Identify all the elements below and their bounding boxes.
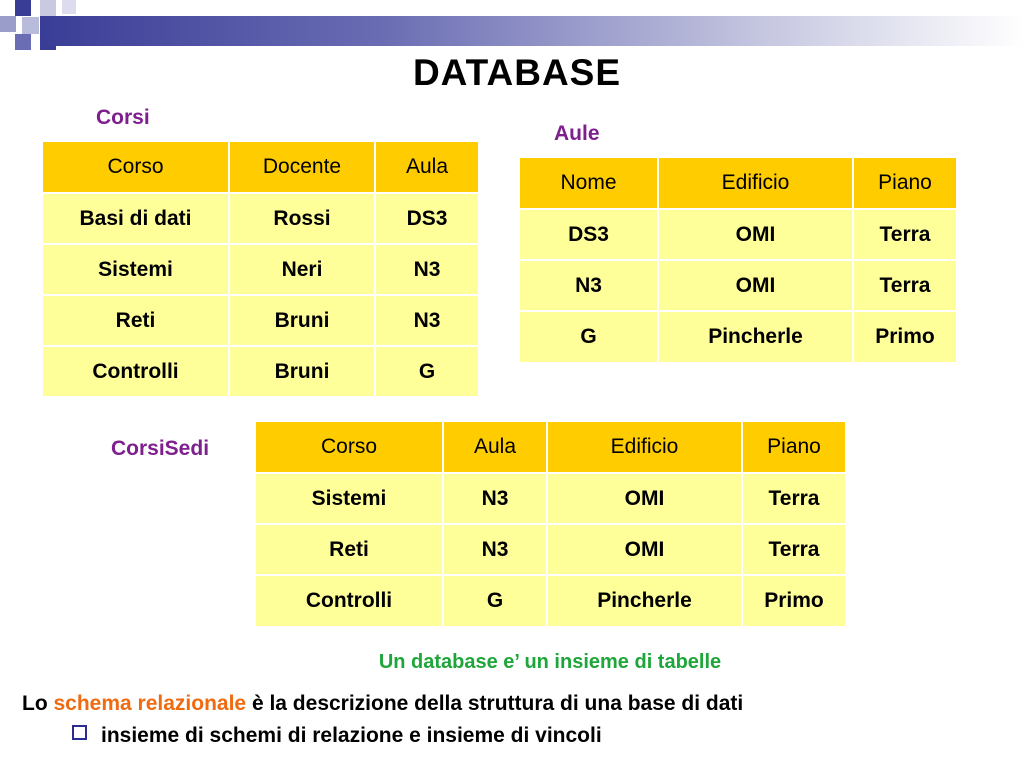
column-header: Piano: [853, 158, 956, 209]
table-cell: Terra: [742, 524, 845, 575]
deco-square-icon: [40, 0, 56, 16]
table-cell: Neri: [229, 244, 375, 295]
table-corsi: [43, 142, 478, 396]
column-header: Piano: [742, 422, 845, 473]
table-row: [43, 346, 478, 396]
table-cell: Sistemi: [256, 473, 443, 524]
table-label-corsisedi: CorsiSedi: [111, 437, 210, 460]
column-header: Docente: [229, 142, 375, 193]
title-bar-gradient: [40, 16, 1024, 46]
table-cell: Reti: [43, 295, 229, 346]
table-cell: Pincherle: [547, 575, 742, 626]
table-cell: N3: [375, 295, 478, 346]
table-row: [256, 524, 845, 575]
table-cell: Basi di dati: [43, 193, 229, 244]
table-cell: Pincherle: [658, 311, 853, 362]
table-cell: Sistemi: [43, 244, 229, 295]
table-cell: OMI: [658, 260, 853, 311]
table-row: [256, 575, 845, 626]
table-row: [43, 193, 478, 244]
table-aule: [520, 158, 956, 362]
table-cell: Primo: [742, 575, 845, 626]
bullet-text: insieme di schemi di relazione e insieme di vincoli: [101, 724, 602, 747]
table-cell: OMI: [547, 473, 742, 524]
deco-square-icon: [22, 17, 39, 34]
table-cell: Rossi: [229, 193, 375, 244]
table-cell: Controlli: [256, 575, 443, 626]
column-header: Aula: [443, 422, 547, 473]
table-row: [520, 311, 956, 362]
table-cell: OMI: [658, 209, 853, 260]
table-row: [43, 295, 478, 346]
column-header: Corso: [43, 142, 229, 193]
table-corsisedi: [256, 422, 845, 626]
schema-definition-line: [22, 692, 743, 716]
table-row: [520, 260, 956, 311]
table-cell: Terra: [742, 473, 845, 524]
table-cell: N3: [443, 524, 547, 575]
table-cell: DS3: [520, 209, 658, 260]
schema-bullet-item: [72, 724, 602, 748]
deco-square-icon: [15, 34, 31, 50]
column-header: Edificio: [658, 158, 853, 209]
schema-line-suffix: è la descrizione della struttura di una base di dati: [246, 692, 744, 715]
deco-square-icon: [15, 0, 31, 16]
table-row: [43, 244, 478, 295]
table-cell: Primo: [853, 311, 956, 362]
table-cell: DS3: [375, 193, 478, 244]
table-cell: Controlli: [43, 346, 229, 396]
hollow-square-bullet-icon: [72, 725, 87, 740]
column-header: Aula: [375, 142, 478, 193]
table-cell: Reti: [256, 524, 443, 575]
column-header: Nome: [520, 158, 658, 209]
column-header: Corso: [256, 422, 443, 473]
table-cell: N3: [375, 244, 478, 295]
table-label-aule: Aule: [554, 122, 600, 145]
table-cell: G: [520, 311, 658, 362]
table-label-corsi: Corsi: [96, 106, 150, 129]
deco-square-icon: [62, 0, 76, 14]
table-cell: N3: [443, 473, 547, 524]
table-cell: Terra: [853, 260, 956, 311]
column-header: Edificio: [547, 422, 742, 473]
table-cell: G: [443, 575, 547, 626]
slide-title: DATABASE: [412, 52, 622, 93]
table-row: [256, 473, 845, 524]
table-cell: OMI: [547, 524, 742, 575]
table-cell: Bruni: [229, 295, 375, 346]
table-cell: N3: [520, 260, 658, 311]
table-cell: G: [375, 346, 478, 396]
table-cell: Terra: [853, 209, 956, 260]
schema-keyword: schema relazionale: [53, 692, 247, 715]
schema-line-prefix: Lo: [22, 692, 54, 715]
deco-square-icon: [0, 16, 16, 32]
database-definition-note: Un database e’ un insieme di tabelle: [378, 651, 722, 673]
table-row: [520, 209, 956, 260]
table-cell: Bruni: [229, 346, 375, 396]
